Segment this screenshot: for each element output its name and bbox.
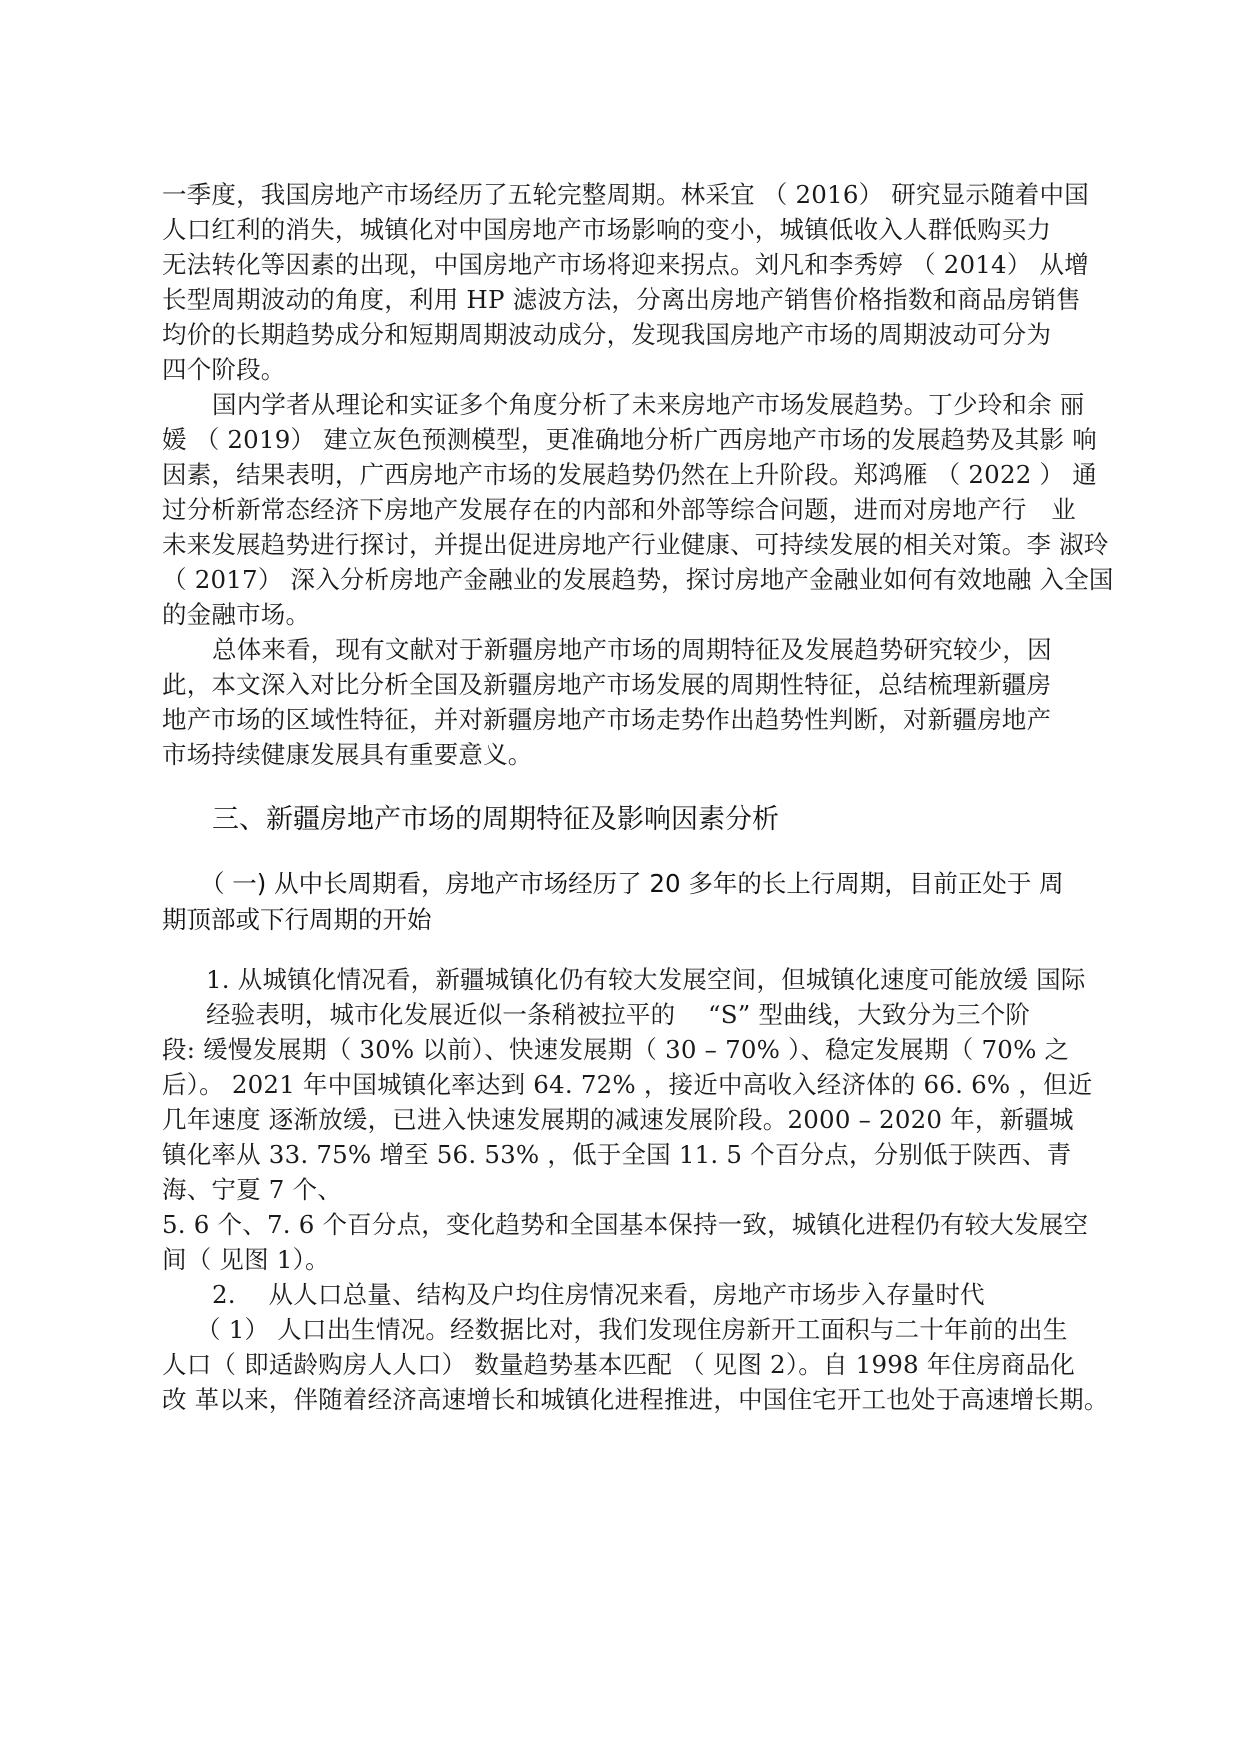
text-line: 此，本文深入对比分析全国及新疆房地产市场发展的周期性特征，总结梳理新疆房: [162, 670, 1052, 699]
text-line: 总体来看，现有文献对于新疆房地产市场的周期特征及发展趋势研究较少，因: [212, 635, 1052, 664]
text-line: 段: 缓慢发展期（ 30% 以前）、快速发展期（ 30 – 70% ）、稳定发展期（ 70% 之: [162, 1035, 1070, 1064]
text-line: 经验表明，城市化发展近似一条稍被拉平的 “S” 型曲线，大致分为三个阶: [206, 1000, 1031, 1029]
text-line: 5. 6 个、7. 6 个百分点，变化趋势和全国基本保持一致，城镇化进程仍有较大发展空: [162, 1210, 1089, 1239]
text-line: （ 2017） 深入分析房地产金融业的发展趋势，探讨房地产金融业如何有效地融 入全国: [162, 565, 1114, 594]
text-line: 人口（ 即适龄购房人人口） 数量趋势基本匹配 （ 见图 2）。自 1998 年住房商品化: [162, 1350, 1075, 1379]
subheading-line: （ 一) 从中长周期看，房地产市场经历了 20 多年的长上行周期，目前正处于 周: [200, 869, 1064, 898]
text-line: 间（ 见图 1）。: [162, 1245, 330, 1274]
text-line: 地产市场的区域性特征，并对新疆房地产市场走势作出趋势性判断，对新疆房地产: [162, 705, 1052, 734]
text-line: 过分析新常态经济下房地产发展存在的内部和外部等综合问题，进而对房地产行 业: [162, 495, 1076, 524]
text-line: 媛 （ 2019） 建立灰色预测模型，更准确地分析广西房地产市场的发展趋势及其影 响: [162, 425, 1097, 454]
text-line: 人口红利的消失，城镇化对中国房地产市场影响的变小，城镇低收入人群低购买力: [162, 215, 1052, 244]
text-line: 均价的长期趋势成分和短期周期波动成分，发现我国房地产市场的周期波动可分为: [162, 320, 1052, 349]
text-line: 一季度，我国房地产市场经历了五轮完整周期。林采宜 （ 2016） 研究显示随着中国: [162, 180, 1089, 209]
text-line: （ 1） 人口出生情况。经数据比对，我们发现住房新开工面积与二十年前的出生: [196, 1315, 1068, 1344]
text-line: 未来发展趋势进行探讨，并提出促进房地产行业健康、可持续发展的相关对策。李 淑玲: [162, 530, 1109, 559]
text-line: 1. 从城镇化情况看，新疆城镇化仍有较大发展空间，但城镇化速度可能放缓 国际: [206, 965, 1086, 994]
text-line: 长型周期波动的角度，利用 HP 滤波方法，分离出房地产销售价格指数和商品房销售: [162, 285, 1081, 314]
text-line: 四个阶段。: [162, 355, 286, 384]
subheading-line: 期顶部或下行周期的开始: [162, 905, 432, 934]
text-line: 镇化率从 33. 75% 增至 56. 53% ，低于全国 11. 5 个百分点，分别低于陕西、青: [162, 1140, 1072, 1169]
text-line: 几年速度 逐渐放缓，已进入快速发展期的减速发展阶段。2000 – 2020 年，新疆城: [162, 1105, 1074, 1134]
text-line: 无法转化等因素的出现，中国房地产市场将迎来拐点。刘凡和李秀婷 （ 2014） 从增: [162, 250, 1089, 279]
text-line: 市场持续健康发展具有重要意义。: [162, 740, 533, 769]
text-line: 后）。 2021 年中国城镇化率达到 64. 72% ，接近中高收入经济体的 66. 6% ，但近: [162, 1070, 1093, 1099]
text-line: 改 革以来，伴随着经济高速增长和城镇化进程推进，中国住宅开工也处于高速增长期。: [162, 1385, 1109, 1414]
text-line: 的金融市场。: [162, 600, 311, 629]
text-line: 海、宁夏 7 个、: [162, 1175, 342, 1204]
section-heading: 三、新疆房地产市场的周期特征及影响因素分析: [212, 804, 779, 835]
text-line: 国内学者从理论和实证多个角度分析了未来房地产市场发展趋势。丁少玲和余 丽: [212, 390, 1085, 419]
text-line: 2. 从人口总量、结构及户均住房情况来看，房地产市场步入存量时代: [212, 1280, 985, 1309]
text-line: 因素，结果表明，广西房地产市场的发展趋势仍然在上升阶段。郑鸿雁 （ 2022 ） 通: [162, 460, 1097, 489]
